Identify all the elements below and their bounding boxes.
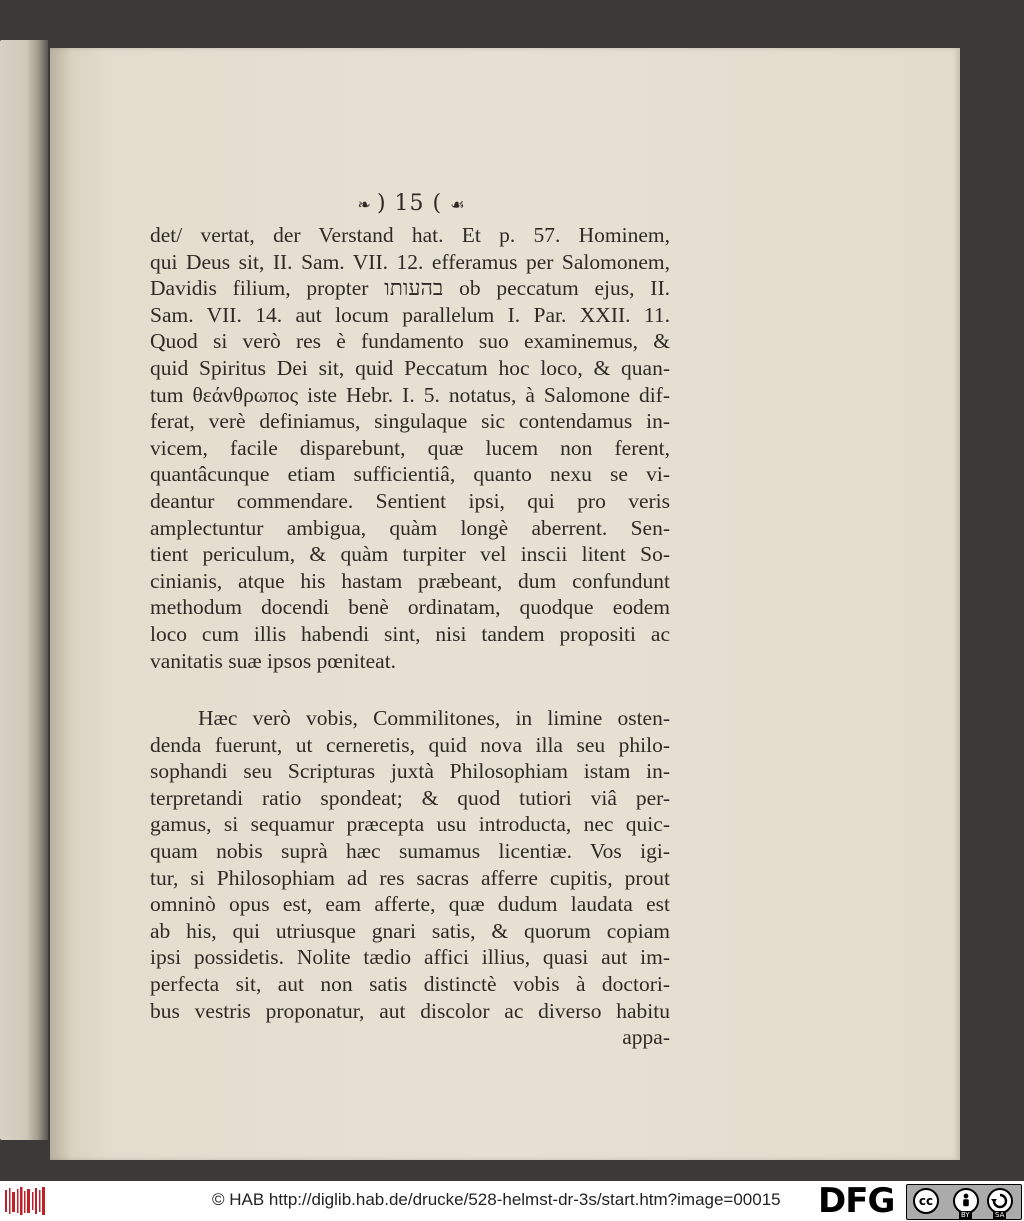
text-line: tient periculum, & quàm turpiter vel inscii litent So- [150, 542, 670, 567]
text-line: amplectuntur ambigua, quàm longè aberrent. Sen- [150, 515, 670, 540]
page-number: ) 15 ( [376, 191, 443, 216]
ornament-left-icon: ❧ [357, 195, 369, 214]
dfg-logo[interactable]: DFG [818, 1181, 895, 1221]
text-line: methodum docendi benè ordinatam, quodque eodem [150, 595, 670, 620]
text-line: sophandi seu Scripturas juxtà Philosophiam istam in- [150, 759, 670, 784]
text-line: quid Spiritus Dei sit, quid Peccatum hoc loco, & quan- [150, 355, 670, 380]
cc-license-badge[interactable] [906, 1184, 1022, 1220]
text-line: tur, si Philosophiam ad res sacras afferre cupitis, prout [150, 865, 670, 890]
paragraph-first-line: Hæc verò vobis, Commilitones, in limine osten- [198, 706, 670, 731]
text-line: tum θεάνθρωπος iste Hebr. I. 5. notatus, à Salomone dif- [150, 382, 670, 407]
text-line: qui Deus sit, II. Sam. VII. 12. efferamus per Salomonem, [150, 249, 670, 274]
text-line: denda fuerunt, ut cerneretis, quid nova illa seu philo- [150, 732, 670, 757]
text-line: bus vestris proponatur, aut discolor ac diverso habitu [150, 998, 670, 1023]
text-line: ab his, qui utriusque gnari satis, & quorum copiam [150, 918, 670, 943]
text-line: Sam. VII. 14. aut locum parallelum I. Par. XXII. 11. [150, 302, 670, 327]
text-line: det/ vertat, der Verstand hat. Et p. 57. Hominem, [150, 223, 670, 247]
ornament-right-icon: ☙ [450, 195, 463, 214]
text-line: vanitatis suæ ipsos pœniteat. [150, 648, 397, 673]
catchword: appa- [622, 1025, 670, 1050]
text-line: ipsi possidetis. Nolite tædio affici illius, quasi aut im- [150, 945, 670, 970]
text-line: terpretandi ratio spondeat; & quod tutiori viâ per- [150, 785, 670, 810]
footer-bar [0, 1181, 1024, 1221]
hab-barcode-logo-icon[interactable] [4, 1186, 48, 1216]
text-line: Davidis filium, propter בהעותו ob peccatum ejus, II. [150, 276, 670, 301]
text-line: ferat, verè definiamus, singulaque sic contendamus in- [150, 409, 670, 434]
page-header [150, 188, 670, 220]
by-label: BY [961, 1211, 970, 1219]
cc-icon: cc [913, 1188, 939, 1214]
text-line: Quod si verò res è fundamento suo examinemus, & [150, 329, 670, 354]
previous-page-edge [0, 40, 48, 1140]
text-line: gamus, si sequamur præcepta usu introducta, nec quic- [150, 812, 670, 837]
text-line: loco cum illis habendi sint, nisi tandem propositi ac [150, 621, 670, 646]
text-line: vicem, facile disparebunt, quæ lucem non ferent, [150, 435, 670, 460]
copyright-link[interactable]: © HAB http://diglib.hab.de/drucke/528-helmst-dr-3s/start.htm?image=00015 [212, 1190, 781, 1209]
text-line: quam nobis suprà hæc sumamus licentiæ. Vos igi- [150, 839, 670, 864]
text-line: omninò opus est, eam afferte, quæ dudum laudata est [150, 892, 670, 917]
text-line: quantâcunque etiam sufficientiâ, quanto nexu se vi- [150, 462, 670, 487]
page-text-block [150, 188, 670, 1051]
text-line: deantur commendare. Sentient ipsi, qui pro veris [150, 488, 670, 513]
text-line: cinianis, atque his hastam præbeant, dum confundunt [150, 568, 670, 593]
sa-label: SA [995, 1211, 1005, 1219]
text-line: perfecta sit, aut non satis distinctè vobis à doctori- [150, 972, 670, 997]
book-page [50, 48, 960, 1160]
